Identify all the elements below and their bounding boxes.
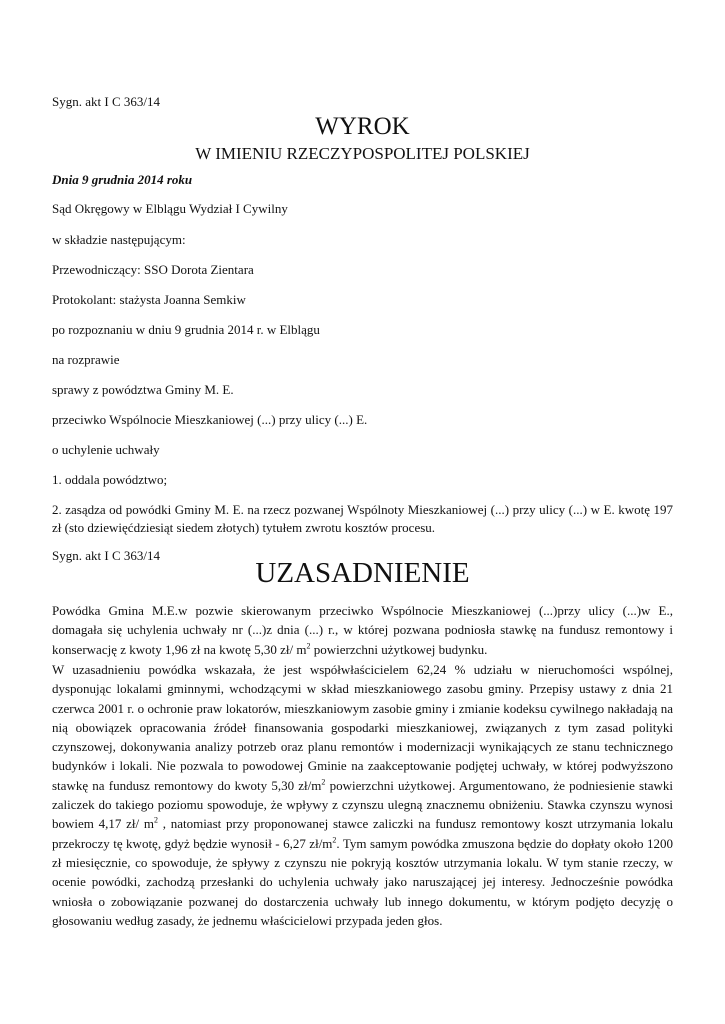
presiding-judge: Przewodniczący: SSO Dorota Zientara xyxy=(52,262,254,277)
hearing-type: na rozprawie xyxy=(52,352,120,367)
justification-case-number: Sygn. akt I C 363/14 xyxy=(52,548,160,563)
ruling-item-1: 1. oddala powództwo; xyxy=(52,472,168,487)
hearing-info: po rozpoznaniu w dniu 9 grudnia 2014 r. w Elblągu xyxy=(52,322,320,337)
plaintiff: sprawy z powództwa Gminy M. E. xyxy=(52,382,234,397)
case-number: Sygn. akt I C 363/14 xyxy=(52,94,160,109)
justification-paragraph-2: W uzasadnieniu powódka wskazała, że jest współwłaścicielem 62,24 % udziału w nieruchomości wspólnej, dysponując lokalami gminnymi, wchodzącymi w skład mieszkaniowego zasobu gminy. Przepisy ustawy z dnia 21 czerwca 2001 r. o ochronie praw lokatorów, mieszkaniowym zasobie gminy i zmianie kodeksu cywilnego nakładają na nią obowiązek opracowania źródeł finansowania gospodarki mieszkaniowej, związanych z tym zasad polityki czynszowej, dokonywania analizy potrzeb oraz planu remontów i modernizacji wynikających ze stanu technicznego budynków i lokali. Nie pozwala to powodowej Gminie na zaakceptowanie podjętej uchwały, w której podwyższono stawkę na fundusz remontowy do kwoty 5,30 $zł/m^2$ powierzchni użytkowej. Argumentowano, że podniesienie stawki zaliczek do takiego poziomu spowoduje, że wpływy z czynszu ulegną znacznemu obniżeniu. Stawka czynszu wynosi bowiem 4,17 zł/ $m^2$ , natomiast przy proponowanej stawce zaliczki na fundusz remontowy koszt utrzymania lokalu przekroczy tę kwotę, gdyż będzie wynosił - 6,27 $zł/m^2$. Tym samym powódka zmuszona będzie do dopłaty około 1200 zł miesięcznie, co spowoduje, że spływy z czynszu nie pokryją kosztów utrzymania lokalu. W tym stanie rzeczy, w ocenie powódki, zachodzą przesłanki do uchylenia uchwały jako naruszającej jej interesy. Jednocześnie powódka wniosła o zobowiązanie pozwanej do dostarczenia uchwały lub innego dokumentu, w którym podjęto decyzję o głosowaniu według zasady, że jednemu właścicielowi przypada jeden głos. xyxy=(52,662,673,928)
justification-title: UZASADNIENIE xyxy=(255,557,470,589)
ruling-item-2: 2. zasądza od powódki Gminy M. E. na rzecz pozwanej Wspólnoty Mieszkaniowej (...) przy ulicy (...) w E. kwotę 197 zł (sto dziewięćdziesiąt siedem złotych) tytułem zwrotu kosztów procesu. xyxy=(52,502,673,535)
judgment-date: Dnia 9 grudnia 2014 roku xyxy=(52,172,193,187)
court-clerk: Protokolant: stażysta Joanna Semkiw xyxy=(52,292,246,307)
case-subject: o uchylenie uchwały xyxy=(52,442,160,457)
justification-paragraph-1: Powódka Gmina M.E.w pozwie skierowanym przeciwko Wspólnocie Mieszkaniowej (...)przy ulicy (...)w E., domagała się uchylenia uchwały nr (...)z dnia (...) r., w której pozwana podniosła stawkę na fundusz remontowy i konserwację z kwoty 1,96 zł na kwotę 5,30 zł/ $m^2$ powierzchni użytkowej budynku. xyxy=(52,603,673,657)
document-subtitle: W IMIENIU RZECZYPOSPOLITEJ POLSKIEJ xyxy=(195,144,530,163)
defendant: przeciwko Wspólnocie Mieszkaniowej (...) przy ulicy (...) E. xyxy=(52,412,368,427)
court-name: Sąd Okręgowy w Elblągu Wydział I Cywilny xyxy=(52,201,288,216)
document-title: WYROK xyxy=(315,113,410,140)
composition-label: w składzie następującym: xyxy=(52,232,186,247)
